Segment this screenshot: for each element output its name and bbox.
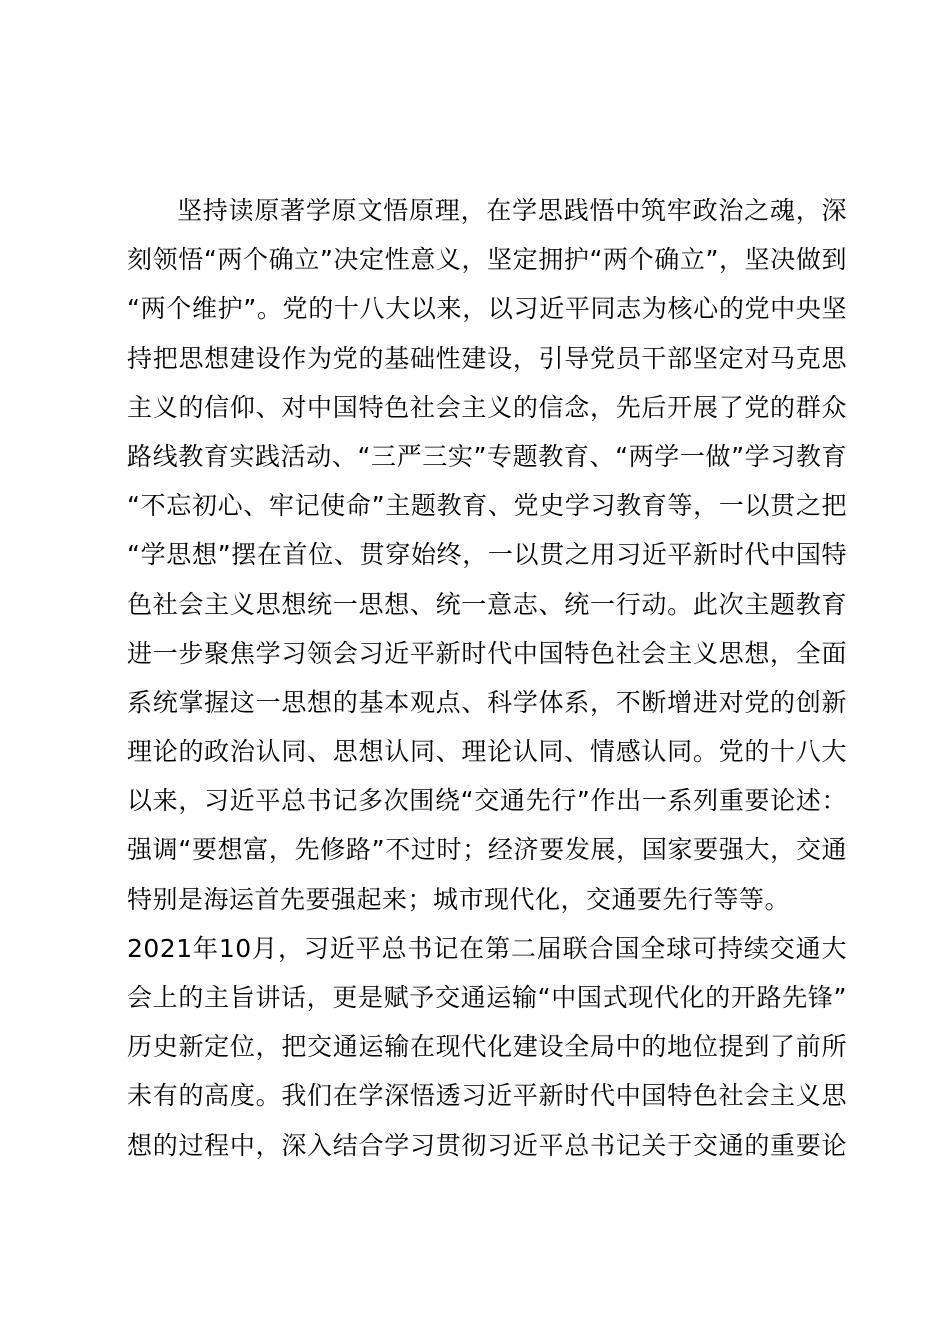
paragraph-line-4: 持把思想建设作为党的基础性建设，引导党员干部坚定对马克思: [127, 343, 847, 373]
paragraph-line-9: 色社会主义思想统一思想、统一意志、统一行动。此次主题教育: [127, 589, 847, 619]
paragraph-line-19: 未有的高度。我们在学深悟透习近平新时代中国特色社会主义思: [127, 1081, 847, 1111]
body-paragraph: [127, 186, 847, 1170]
paragraph-line-6: 路线教育实践活动、“三严三实”专题教育、“两学一做”学习教育: [127, 441, 847, 471]
paragraph-line-7: “不忘初心、牢记使命”主题教育、党史学习教育等，一以贯之把: [127, 491, 847, 521]
paragraph-line-11: 系统掌握这一思想的基本观点、科学体系，不断增进对党的创新: [127, 687, 847, 717]
paragraph-line-12: 理论的政治认同、思想认同、理论认同、情感认同。党的十八大: [127, 737, 847, 767]
paragraph-line-18: 历史新定位，把交通运输在现代化建设全局中的地位提到了前所: [127, 1032, 847, 1062]
paragraph-line-5: 主义的信仰、对中国特色社会主义的信念，先后开展了党的群众: [127, 392, 847, 422]
paragraph-line-13: 以来，习近平总书记多次围绕“交通先行”作出一系列重要论述：: [127, 786, 847, 816]
paragraph-line-20: 想的过程中，深入结合学习贯彻习近平总书记关于交通的重要论: [127, 1130, 847, 1160]
paragraph-line-2: 刻领悟“两个确立”决定性意义，坚定拥护“两个确立”，坚决做到: [127, 245, 847, 275]
paragraph-line-17: 会上的主旨讲话，更是赋予交通运输“中国式现代化的开路先锋”: [127, 983, 847, 1012]
paragraph-line-10: 进一步聚焦学习领会习近平新时代中国特色社会主义思想，全面: [127, 638, 847, 668]
paragraph-line-1: 坚持读原著学原文悟原理，在学思践悟中筑牢政治之魂，深: [177, 196, 847, 225]
paragraph-line-3: “两个维护”。党的十八大以来，以习近平同志为核心的党中央坚: [127, 294, 847, 324]
paragraph-line-14: 强调“要想富，先修路”不过时；经济要发展，国家要强大，交通: [127, 835, 847, 865]
paragraph-line-15: 特别是海运首先要强起来；城市现代化，交通要先行等等。: [127, 884, 791, 914]
paragraph-line-8: “学思想”摆在首位、贯穿始终，一以贯之用习近平新时代中国特: [127, 540, 847, 570]
paragraph-line-16: 2021年10月，习近平总书记在第二届联合国全球可持续交通大: [127, 933, 847, 963]
